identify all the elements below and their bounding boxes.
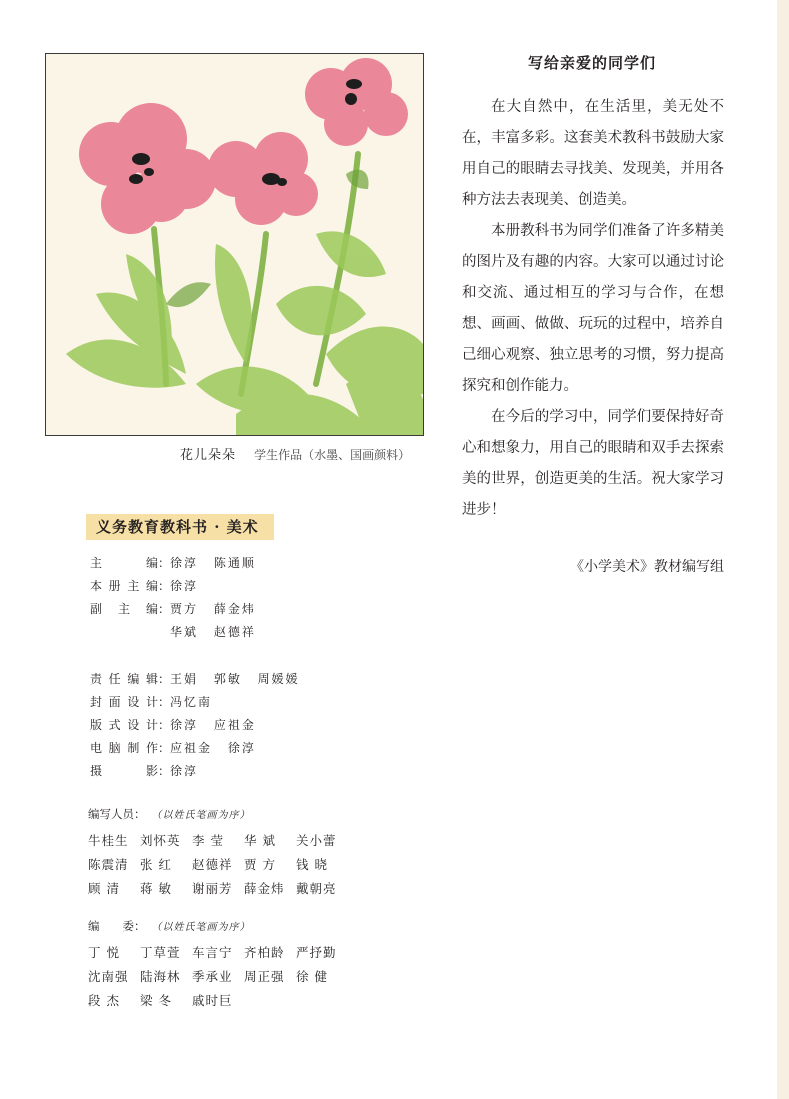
editors-heading (88, 918, 251, 934)
credit-label: 责任编辑 (90, 672, 158, 686)
flower-painting (45, 53, 424, 436)
credit-value: 徐淳 应祖金 (170, 718, 256, 732)
person-name: 张 红 (140, 857, 172, 872)
person-name: 贾 方 (244, 857, 276, 872)
person-name: 丁 悦 (88, 945, 120, 960)
credit-row: 版式设计 ： 徐淳 应祖金 (90, 714, 300, 737)
person-name: 丁草萱 (140, 945, 181, 960)
person-name: 刘怀英 (140, 833, 181, 848)
credit-value: 徐淳 (170, 579, 199, 593)
page-edge (777, 0, 789, 1099)
credit-value: 贾方 薛金炜 (170, 602, 256, 616)
credit-label: 封面设计 (90, 695, 158, 709)
editors-note: （以姓氏笔画为序） (151, 922, 251, 933)
person-name: 薛金炜 (244, 881, 285, 896)
letter-body (462, 92, 724, 526)
person-name: 严抒勤 (296, 945, 337, 960)
person-name: 梁 冬 (140, 993, 172, 1008)
series-title: 义务教育教科书 · 美术 (86, 514, 274, 540)
writers-label: 编写人员： (88, 807, 146, 821)
person-name: 李 莹 (192, 833, 224, 848)
editors-list (88, 941, 348, 1013)
name-row (88, 941, 348, 965)
letter-signature: 《小学美术》教材编写组 (570, 559, 724, 575)
person-name: 车言宁 (192, 945, 233, 960)
person-name: 齐柏龄 (244, 945, 285, 960)
painting-subtitle: 学生作品（水墨、国画颜料） (254, 448, 411, 462)
person-name: 季承业 (192, 969, 233, 984)
person-name: 戚时巨 (192, 993, 233, 1008)
credit-label: 主编 (90, 556, 158, 570)
credit-value: 冯忆南 (170, 695, 213, 709)
person-name: 徐 健 (296, 969, 328, 984)
name-row (88, 989, 348, 1013)
writers-list (88, 829, 348, 901)
credit-value: 王娟 郭敏 周媛媛 (170, 672, 300, 686)
credit-label: 副主编 (90, 602, 158, 616)
credit-value: 徐淳 (170, 764, 199, 778)
credit-row: 封面设计 ： 冯忆南 (90, 691, 300, 714)
letter-title: 写给亲爱的同学们 (527, 54, 656, 72)
painting-caption (180, 444, 410, 463)
person-name: 周正强 (244, 969, 285, 984)
person-name: 沈南强 (88, 969, 129, 984)
person-name: 华 斌 (244, 833, 276, 848)
credit-label: 本册主编 (90, 579, 158, 593)
credit-label: 摄影 (90, 764, 158, 778)
person-name: 牛桂生 (88, 833, 129, 848)
credit-row: 电脑制作 ： 应祖金 徐淳 (90, 737, 300, 760)
credit-row (90, 621, 256, 644)
painting-title: 花儿朵朵 (180, 448, 237, 463)
credits-production (90, 668, 300, 783)
credit-label (90, 621, 158, 644)
person-name: 戴朝亮 (296, 881, 337, 896)
credit-row: 主编 ： 徐淳 陈通顺 (90, 552, 256, 575)
person-name: 陈震清 (88, 857, 129, 872)
credits-editors-in-chief (90, 552, 256, 644)
credit-row: 责任编辑 ： 王娟 郭敏 周媛媛 (90, 668, 300, 691)
credit-label: 电脑制作 (90, 741, 158, 755)
name-row (88, 853, 348, 877)
name-row (88, 877, 348, 901)
credit-row: 摄影 ： 徐淳 (90, 760, 300, 783)
letter-paragraph: 在大自然中，在生活里，美无处不在，丰富多彩。这套美术教科书鼓励大家用自己的眼睛去寻找美、发现美，并用各种方法去表现美、创造美。 (462, 99, 724, 208)
name-row (88, 829, 348, 853)
person-name: 顾 清 (88, 881, 120, 896)
writers-note: （以姓氏笔画为序） (151, 810, 251, 821)
credit-row: 副主编 ： 贾方 薛金炜 (90, 598, 256, 621)
letter-paragraph: 本册教科书为同学们准备了许多精美的图片及有趣的内容。大家可以通过讨论和交流、通过相互的学习与合作，在想想、画画、做做、玩玩的过程中，培养自己细心观察、独立思考的习惯，努力提高探究和创作能力。 (462, 223, 724, 394)
person-name: 段 杰 (88, 993, 120, 1008)
person-name: 陆海林 (140, 969, 181, 984)
writers-heading (88, 806, 251, 822)
person-name: 蒋 敏 (140, 881, 172, 896)
person-name: 钱 晓 (296, 857, 328, 872)
letter-paragraph: 在今后的学习中，同学们要保持好奇心和想象力，用自己的眼睛和双手去探索美的世界，创造更美的生活。祝大家学习进步！ (462, 409, 724, 518)
credit-label: 版式设计 (90, 718, 158, 732)
person-name: 关小蕾 (296, 833, 337, 848)
person-name: 赵德祥 (192, 857, 233, 872)
credit-value: 应祖金 徐淳 (170, 741, 256, 755)
name-row (88, 965, 348, 989)
credit-value: 华斌 赵德祥 (170, 625, 256, 639)
credit-row: 本册主编 ： 徐淳 (90, 575, 256, 598)
editors-label: 编 委： (88, 919, 146, 933)
person-name: 谢丽芳 (192, 881, 233, 896)
credit-value: 徐淳 陈通顺 (170, 556, 256, 570)
